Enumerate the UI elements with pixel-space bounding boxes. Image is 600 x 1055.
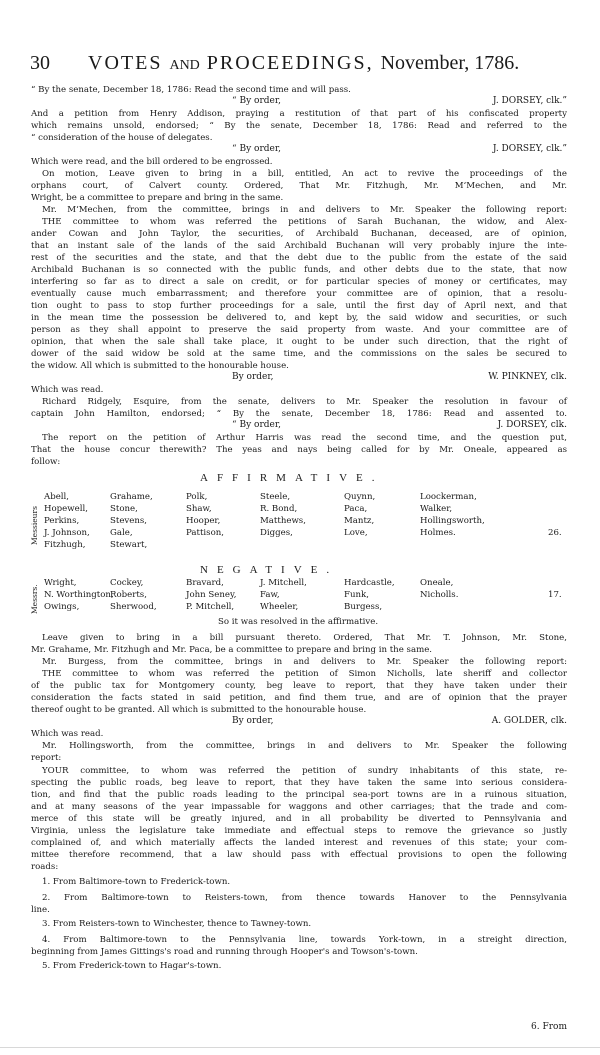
vote-name: Gale,: [110, 528, 133, 538]
text-line: and at many seasons of the year impassable for waggons and other carriages; that the trade and com-: [31, 802, 567, 812]
text-line: specting the public roads, beg leave to report, that they have taken the same into serious considera-: [31, 778, 567, 788]
text-line: THE committee to whom was referred the petitions of Sarah Buchanan, the widow, and Alex-: [42, 217, 567, 227]
text-line: dower of the said widow be sold at the same time, and the commissions on the sales be secured to: [31, 349, 567, 359]
vote-name: P. Mitchell,: [186, 602, 235, 612]
title-proceedings: PROCEEDINGS,: [206, 52, 374, 74]
vote-name: Walker,: [420, 504, 453, 514]
signature-clerk: W. PINKNEY, clk.: [488, 372, 567, 382]
text-line: thereof ought to be granted. All which is submitted to the honourable house.: [31, 705, 367, 715]
running-title: [88, 52, 519, 75]
text-line: merce of this state will be greatly injured, and in all probability be diverted to Pennsylvania and: [31, 814, 567, 824]
vote-name: Paca,: [344, 504, 368, 514]
text-line: So it was resolved in the affirmative.: [218, 617, 379, 627]
text-line: line.: [31, 905, 50, 915]
text-line: Richard Ridgely, Esquire, from the senate, delivers to Mr. Speaker the resolution in favour of: [42, 397, 567, 407]
text-line: Which was read.: [31, 385, 104, 395]
signature-clerk: J. DORSEY, clk.”: [492, 96, 567, 106]
text-line: Which was read.: [31, 729, 104, 739]
vote-name: Owings,: [44, 602, 80, 612]
text-line: Mr. Hollingsworth, from the committee, brings in and delivers to Mr. Speaker the following: [42, 741, 567, 751]
signature-by-order: “ By order,: [232, 420, 282, 430]
vote-name: Bravard,: [186, 578, 224, 588]
text-line: in the mean time the possession be delivered to, and kept by, the said widow and securities, or such: [31, 313, 567, 323]
vote-name: Digges,: [260, 528, 293, 538]
text-line: mittee therefore recommend, that a law should pass with effectual provisions to open the following: [31, 850, 567, 860]
vote-name: Hardcastle,: [344, 578, 395, 588]
vote-name: Wheeler,: [260, 602, 299, 612]
text-line: That the house concur therewith? The yeas and nays being called for by Mr. Oneale, appeared as: [31, 445, 567, 455]
text-line: opinion, that when the sale shall take place, it ought to be under such direction, that the right of: [31, 337, 567, 347]
text-line: follow:: [31, 457, 61, 467]
vote-name: Roberts,: [110, 590, 147, 600]
text-line: the widow. All which is submitted to the honourable house.: [31, 361, 289, 371]
signature-by-order: “ By order,: [232, 96, 282, 106]
text-line: ander Cowan and John Taylor, the securities, of Archibald Buchanan, deceased, are of opinion,: [31, 229, 567, 239]
vote-name: Stewart,: [110, 540, 148, 550]
text-line: report:: [31, 753, 62, 763]
vote-name: Funk,: [344, 590, 369, 600]
affirmative-side-label: Messieurs: [30, 506, 39, 545]
text-line: that an instant sale of the lands of the said Archibald Buchanan will very probably injure the inte-: [31, 241, 567, 251]
signature-by-order: “ By order,: [232, 144, 282, 154]
signature-clerk: J. DORSEY, clk.: [497, 420, 567, 430]
text-line: Mr. Grahame, Mr. Fitzhugh and Mr. Paca, be a committee to prepare and bring in the same.: [31, 645, 433, 655]
vote-name: Hopewell,: [44, 504, 88, 514]
text-line: rest of the securities and the state, and that the debt due to the public from the estate of the said: [31, 253, 567, 263]
vote-name: Hollingsworth,: [420, 516, 485, 526]
text-line: 2. From Baltimore-town to Reisters-town, from thence towards Hanover to the Pennsylvania: [42, 893, 567, 903]
vote-name: Shaw,: [186, 504, 212, 514]
vote-name: Sherwood,: [110, 602, 157, 612]
text-line: complained of, and which materially affects the landed interest and revenues of this state; your com-: [31, 838, 567, 848]
vote-name: Faw,: [260, 590, 280, 600]
title-and: AND: [169, 58, 200, 73]
text-line: Mr. M‘Mechen, from the committee, brings in and delivers to Mr. Speaker the following report:: [42, 205, 567, 215]
vote-name: Holmes.: [420, 528, 456, 538]
vote-name: Stevens,: [110, 516, 148, 526]
text-line: YOUR committee, to whom was referred the petition of sundry inhabitants of this state, re-: [42, 766, 567, 776]
text-line: 4. From Baltimore-town to the Pennsylvania line, towards York-town, in a streight direction,: [42, 935, 567, 945]
text-line: THE committee to whom was referred the petition of Simon Nicholls, late sheriff and collector: [42, 669, 567, 679]
text-line: On motion, Leave given to bring in a bill, entitled, An act to revive the proceedings of the: [42, 169, 567, 179]
text-line: 3. From Reisters-town to Winchester, thence to Tawney-town.: [42, 919, 312, 929]
vote-name: Hooper,: [186, 516, 221, 526]
text-line: 5. From Frederick-town to Hagar's-town.: [42, 961, 222, 971]
vote-name: Quynn,: [344, 492, 376, 502]
vote-name: Pattison,: [186, 528, 225, 538]
page-number: 30: [30, 52, 50, 74]
page-header: [30, 52, 570, 76]
vote-name: R. Bond,: [260, 504, 298, 514]
vote-name: Wright,: [44, 578, 77, 588]
text-line: Wright, be a committee to prepare and bring in the same.: [31, 193, 284, 203]
text-line: orphans court, of Calvert county. Ordered, That Mr. Fitzhugh, Mr. M‘Mechen, and Mr.: [31, 181, 567, 191]
vote-name: John Seney,: [186, 590, 237, 600]
text-line: which remains unsold, endorsed; “ By the senate, December 18, 1786: Read and referred to the: [31, 121, 567, 131]
text-line: tion, and find that the public roads leading to the principal sea-port towns are in a ruinous situation,: [31, 790, 567, 800]
signature-clerk: J. DORSEY, clk.”: [492, 144, 567, 154]
vote-name: Matthews,: [260, 516, 306, 526]
text-line: eventually cause much embarrassment; and therefore your committee are of opinion, that a resolu-: [31, 289, 567, 299]
signature-by-order: By order,: [232, 372, 274, 382]
text-line: roads:: [31, 862, 59, 872]
text-line: Virginia, unless the legislature take immediate and effectual steps to remove the grievance so justly: [31, 826, 567, 836]
vote-name: N. Worthington,: [44, 590, 114, 600]
vote-name: Oneale,: [420, 578, 454, 588]
text-line: The report on the petition of Arthur Harris was read the second time, and the question put,: [42, 433, 567, 443]
text-line: Leave given to bring in a bill pursuant thereto. Ordered, That Mr. T. Johnson, Mr. Stone,: [42, 633, 567, 643]
vote-name: Love,: [344, 528, 368, 538]
text-line: beginning from James Gittings's road and running through Hooper's and Towson's-town.: [31, 947, 418, 957]
title-votes: VOTES: [88, 52, 163, 74]
vote-name: Burgess,: [344, 602, 383, 612]
text-line: interfering so far as to direct a sale on credit, or for particular species of money or certificates, may: [31, 277, 567, 287]
text-line: And a petition from Henry Addison, praying a restitution of that part of his confiscated property: [31, 109, 567, 119]
negative-title: NEGATIVE.: [200, 564, 339, 576]
vote-name: J. Johnson,: [44, 528, 90, 538]
catchword: 6. From: [531, 1022, 567, 1032]
negative-total: 17.: [548, 590, 562, 600]
vote-name: J. Mitchell,: [260, 578, 307, 588]
vote-name: Fitzhugh,: [44, 540, 86, 550]
vote-name: Stone,: [110, 504, 138, 514]
text-line: captain John Hamilton, endorsed; “ By the senate, December 18, 1786: Read and assented to.: [31, 409, 567, 419]
vote-name: Loockerman,: [420, 492, 477, 502]
vote-name: Abell,: [44, 492, 70, 502]
text-line: Mr. Burgess, from the committee, brings in and delivers to Mr. Speaker the following report:: [42, 657, 567, 667]
text-line: person as they shall appoint to preserve the said property from waste. And your committee are of: [31, 325, 567, 335]
scan-edge-line: [0, 1047, 600, 1048]
vote-name: Perkins,: [44, 516, 80, 526]
text-line: “ By the senate, December 18, 1786: Read the second time and will pass.: [31, 85, 351, 95]
vote-name: Grahame,: [110, 492, 153, 502]
text-line: Archibald Buchanan is so connected with the public funds, and other debts due to the state, that now: [31, 265, 567, 275]
vote-name: Mantz,: [344, 516, 375, 526]
title-date: November, 1786.: [380, 52, 520, 74]
text-line: tion ought to pass to stop further proceedings for a sale, until the first day of April next, and that: [31, 301, 567, 311]
text-line: “ consideration of the house of delegates.: [31, 133, 213, 143]
text-line: Which were read, and the bill ordered to be engrossed.: [31, 157, 273, 167]
text-line: of the public tax for Montgomery county, beg leave to report, that they have taken under their: [31, 681, 567, 691]
signature-by-order: By order,: [232, 716, 274, 726]
vote-name: Polk,: [186, 492, 208, 502]
vote-name: Cockey,: [110, 578, 144, 588]
affirmative-total: 26.: [548, 528, 562, 538]
signature-clerk: A. GOLDER, clk.: [491, 716, 567, 726]
vote-name: Nicholls.: [420, 590, 459, 600]
text-line: consideration the facts stated in said petition, and find them true, and are of opinion that the prayer: [31, 693, 567, 703]
affirmative-title: AFFIRMATIVE.: [200, 472, 384, 484]
vote-name: Steele,: [260, 492, 291, 502]
negative-side-label: Messrs.: [30, 584, 39, 614]
text-line: 1. From Baltimore-town to Frederick-town.: [42, 877, 231, 887]
